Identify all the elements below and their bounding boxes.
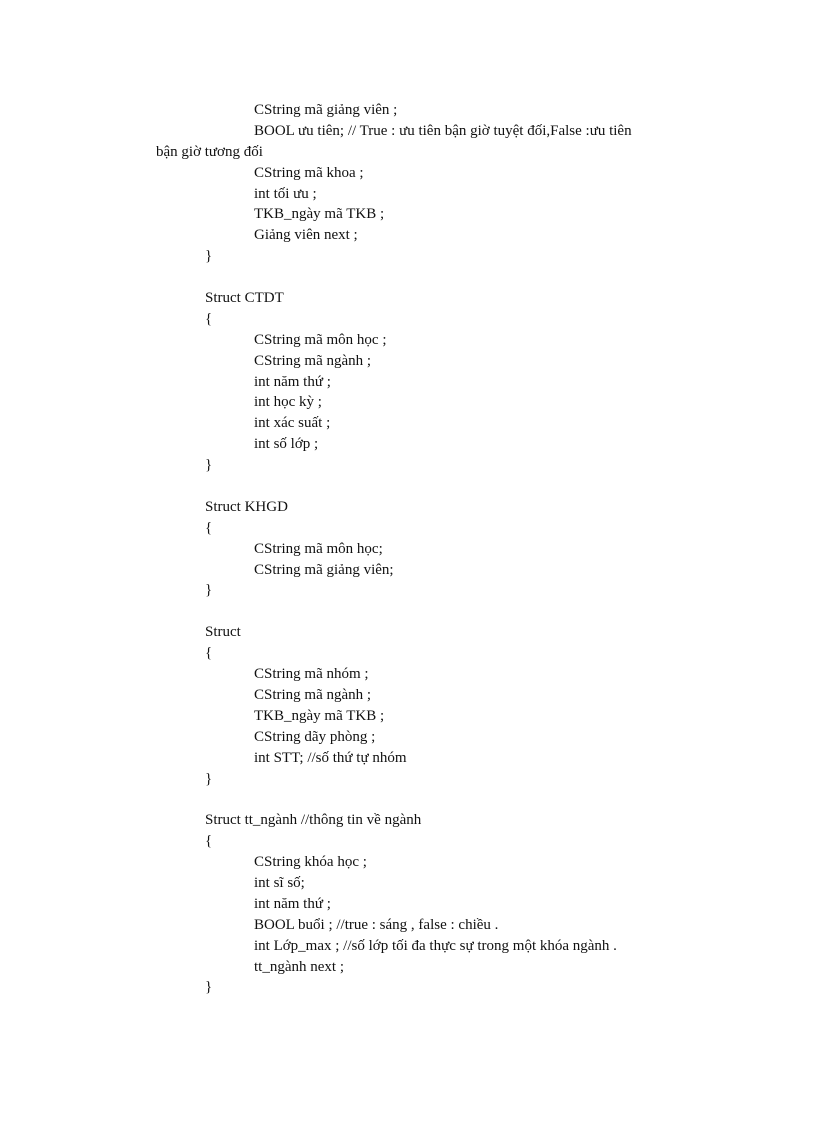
code-line: CString khóa học ; [254, 854, 367, 871]
code-line: CString mã giảng viên ; [254, 102, 398, 118]
code-line: tt_ngành next ; [254, 958, 344, 975]
code-line: int tối ưu ; [254, 185, 317, 202]
code-line: Struct [205, 624, 241, 641]
code-line: int năm thứ ; [254, 373, 331, 390]
code-line: } [205, 582, 213, 599]
code-line: CString mã ngành ; [254, 352, 372, 369]
code-line: { [205, 645, 213, 662]
code-line: Struct tt_ngành //thông tin về ngành [205, 812, 422, 829]
code-line: int xác suất ; [254, 415, 331, 432]
code-line: } [205, 248, 213, 265]
code-line: { [205, 833, 213, 850]
code-line: Giảng viên next ; [254, 227, 358, 244]
code-line: CString mã nhóm ; [254, 666, 369, 683]
code-line: CString mã môn học ; [254, 331, 387, 348]
code-line: Struct CTDT [205, 290, 284, 307]
code-line: CString mã khoa ; [254, 164, 364, 181]
code-line: { [205, 310, 213, 327]
code-line: TKB_ngày mã TKB ; [254, 707, 385, 724]
code-line: int năm thứ ; [254, 895, 331, 912]
code-line: } [205, 457, 213, 474]
code-line: int số lớp ; [254, 436, 319, 453]
code-line: CString dãy phòng ; [254, 728, 376, 745]
code-line: } [205, 770, 213, 787]
code-line: Struct KHGD [205, 498, 288, 515]
code-line: bận giờ tương đối [156, 143, 263, 160]
document-page [0, 100, 816, 998]
code-line: } [205, 979, 213, 996]
code-line: int học kỳ ; [254, 394, 322, 411]
code-line: BOOL buổi ; //true : sáng , false : chiều . [254, 916, 499, 933]
code-line: { [205, 519, 213, 536]
blank-line [0, 267, 816, 288]
blank-line [0, 601, 816, 622]
blank-line [0, 789, 816, 810]
code-line: int sĩ số; [254, 874, 305, 891]
code-line: BOOL ưu tiên; // True : ưu tiên bận giờ tuyệt đối,False :ưu tiên [254, 122, 632, 139]
code-line: int STT; //số thứ tự nhóm [254, 749, 407, 766]
blank-line [0, 476, 816, 497]
code-line: CString mã ngành ; [254, 686, 372, 703]
code-line: int Lớp_max ; //số lớp tối đa thực sự trong một khóa ngành . [254, 937, 617, 954]
code-line: CString mã môn học; [254, 540, 383, 557]
code-line: TKB_ngày mã TKB ; [254, 206, 385, 223]
code-line: CString mã giảng viên; [254, 561, 394, 578]
